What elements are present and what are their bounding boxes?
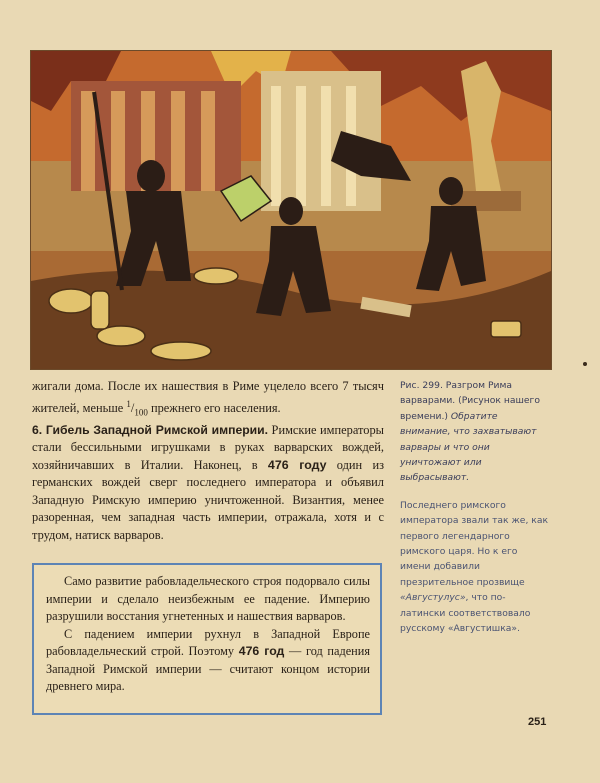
page-number: 251 xyxy=(528,716,547,728)
figure-caption xyxy=(400,378,550,486)
sack-of-rome-picture xyxy=(31,51,551,369)
margin-dot xyxy=(583,362,587,366)
figure-task: Обратите внимание, что захватывают варвары и что они уничтожают или выбрасывают. xyxy=(400,410,537,484)
main-text-column xyxy=(32,378,384,544)
summary-paragraph-1: Само развитие рабовладельческого строя подорвало силы империи и сделало неизбежным ее падение. Империю разрушили восстания угнетенных и нашествия варваров. xyxy=(46,574,370,623)
year-476-summary: 476 год xyxy=(238,644,285,658)
figure-label: Рис. 299. Разгром Рима варварами. xyxy=(400,380,513,407)
illustration-sack-of-rome xyxy=(30,50,552,370)
summary-paragraph-2 xyxy=(46,626,370,696)
main-paragraph-2-b: один из германских вождей сверг последнего императора и объявил Западную Римскую империю уничтоженной. Византия, менее разоренная, чем западная часть империи, отражала, хотя и с трудом, натиск варваров. xyxy=(32,457,384,542)
main-paragraph-1 xyxy=(32,378,384,422)
main-paragraph-2 xyxy=(32,422,384,545)
side-note-a: Последнего римского императора звали так же, как первого легендарного римского царя. Но к его имени добавили презрительное прозвище xyxy=(400,499,549,588)
main-paragraph-1-end: прежнего его населения. xyxy=(150,400,281,415)
main-paragraph-1-text: жигали дома. После их нашествия в Риме уцелело всего 7 тысяч жителей, меньше xyxy=(32,379,384,415)
summary-box xyxy=(32,563,382,715)
side-note-b: , что по-латински соответствовало русскому «Августишка». xyxy=(400,592,531,635)
summary-paragraph-2-b: — год падения Западной Римской империи — считают концом истории древнего мира. xyxy=(46,644,370,693)
summary-paragraph-2-a: С падением империи рухнул в Западной Европе рабовладельческий строй. Поэтому xyxy=(46,626,370,658)
fraction-denominator: 100 xyxy=(134,407,148,418)
side-note-nickname: «Августулус» xyxy=(400,592,466,604)
fraction-numerator: 1 xyxy=(126,398,131,409)
side-caption-column xyxy=(400,378,550,637)
side-note xyxy=(400,498,550,637)
main-paragraph-2-a: Римские императоры стали бессильными игрушками в руках варварских вождей, хозяйничавших в Италии. Наконец, в xyxy=(32,422,384,472)
section-heading: 6. Гибель Западной Римской империи. xyxy=(32,422,269,437)
year-476-highlight: 476 году xyxy=(267,457,327,472)
fraction: $^1/_{100}$ xyxy=(126,398,148,418)
figure-note: (Рисунок нашего времени.) xyxy=(400,395,540,422)
